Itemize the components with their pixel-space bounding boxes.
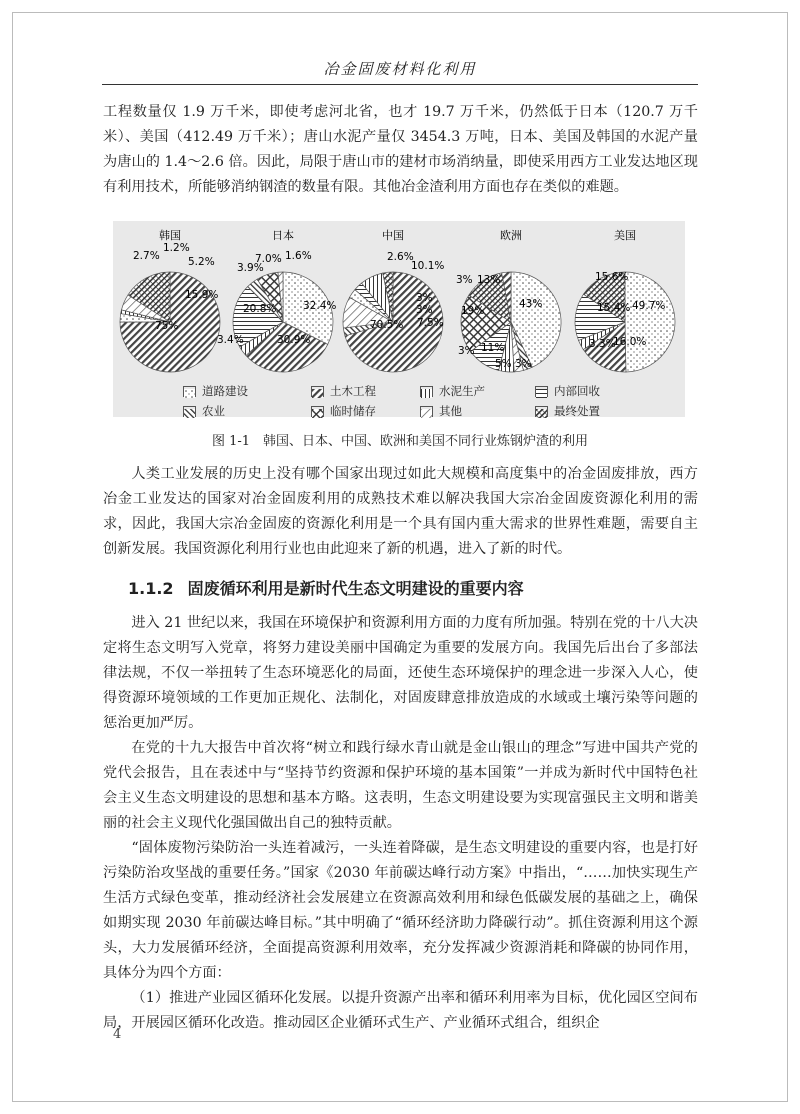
- legend-label: 其他: [439, 404, 462, 418]
- pie-data-label: 70.5%: [370, 319, 404, 331]
- pie-data-label: 3%: [515, 358, 532, 370]
- legend-label: 最终处置: [554, 404, 600, 418]
- header-rule: [102, 84, 698, 85]
- legend-item: [311, 383, 376, 399]
- legend-item: [420, 383, 485, 399]
- pie-data-label: 3.4%: [217, 334, 244, 346]
- pie-data-label: 20.8%: [243, 303, 277, 315]
- legend-swatch-dots: [183, 386, 196, 397]
- pie-data-label: 7.5%: [417, 317, 444, 329]
- legend-label: 农业: [202, 404, 225, 418]
- pie-data-label: 3%: [456, 274, 473, 286]
- paragraph-text: 在党的十九大报告中首次将“树立和践行绿水青山就是金山银山的理念”写进中国共产党的党代会报告，且在表述中与“坚持节约资源和保护环境的基本国策”一并成为新时代中国特色社会主义生态文明建设的思想和基本方略。这表明，生态文明建设要为实现富强民主文明和谐美丽的社会主义现代化强国做出自己的独特贡献。: [103, 740, 698, 831]
- pie-data-label: 3.3%: [589, 338, 616, 350]
- pie-data-label: 49.7%: [632, 300, 666, 312]
- pie-data-label: 15.4%: [597, 302, 631, 314]
- pie-data-label: 15.9%: [185, 289, 219, 301]
- legend-swatch-diag: [311, 386, 324, 397]
- legend-label: 道路建设: [202, 384, 248, 398]
- pie-data-label: 1.2%: [163, 242, 190, 254]
- pie-data-label: 15.6%: [595, 271, 629, 283]
- pie-slice: [625, 272, 675, 372]
- paragraph-after-figure: [103, 462, 698, 562]
- legend-item: [535, 403, 600, 419]
- legend-swatch-cross: [311, 406, 324, 417]
- section-heading: [128, 576, 524, 599]
- pie-title: 韩国: [159, 229, 181, 242]
- legend-item: [183, 383, 248, 399]
- pie-data-label: 16.0%: [613, 336, 647, 348]
- pie-data-label: 30.9%: [277, 334, 311, 346]
- paragraph-text: 进入 21 世纪以来，我国在环境保护和资源利用方面的力度有所加强。特别在党的十八大决定将生态文明写入党章，将努力建设美丽中国确定为重要的发展方向。我国先后出台了多部法律法规，不仅一举扭转了生态环境恶化的局面，还使生态环境保护的理念进一步深入人心，使得资源环境领域的工作更加正规化、法制化，对固废肆意排放造成的水域或土壤污染等问题的惩治更加严厉。: [103, 615, 698, 731]
- pie-data-label: 3%: [416, 292, 433, 304]
- pie-data-label: 2.7%: [133, 250, 160, 262]
- paragraph-text: 人类工业发展的历史上没有哪个国家出现过如此大规模和高度集中的冶金固废排放，西方冶金工业发达的国家对冶金固废利用的成熟技术难以解决我国大宗冶金固废资源化利用的需求，因此，我国大宗冶金固废的资源化利用是一个具有国内重大需求的世界性难题，需要自主创新发展。我国资源化利用行业也由此迎来了新的机遇，进入了新的时代。: [103, 466, 698, 557]
- page-number: 4: [113, 1027, 122, 1042]
- pie-data-label: 5%: [495, 358, 512, 370]
- section-title: 固废循环利用是新时代生态文明建设的重要内容: [187, 579, 524, 598]
- pie-title: 美国: [614, 229, 636, 242]
- pie-data-label: 3%: [416, 304, 433, 316]
- legend-swatch-rdiag: [183, 406, 196, 417]
- legend-item: [420, 403, 462, 419]
- pie-title: 中国: [382, 229, 404, 242]
- legend-swatch-horiz: [535, 386, 548, 397]
- legend-swatch-vert: [420, 386, 433, 397]
- legend-swatch-dense: [535, 406, 548, 417]
- pie-data-label: 3.9%: [237, 262, 264, 274]
- paragraph-text: （1）推进产业园区循环化发展。以提升资源产出率和循环利用率为目标，优化园区空间布局，开展园区循环化改造。推动园区企业循环式生产、产业循环式组合，组织企: [103, 990, 698, 1031]
- legend-swatch-light: [420, 406, 433, 417]
- pie-data-label: 2.6%: [387, 251, 414, 263]
- pie-data-label: 32.4%: [303, 300, 337, 312]
- pie-data-label: 10.1%: [411, 260, 445, 272]
- pie-title: 欧洲: [500, 229, 522, 242]
- pie-data-label: 3%: [458, 345, 475, 357]
- paragraph-text: 工程数量仅 1.9 万千米，即使考虑河北省，也才 19.7 万千米，仍然低于日本（120.7 万千米）、美国（412.49 万千米）；唐山水泥产量仅 3454.3 万吨，日本、美国及韩国的水泥产量为唐山的 1.4～2.6 倍。因此，局限于唐山市的建材市场消纳量，即使采用西方工业发达地区现有利用技术，所能够消纳钢渣的数量有限。其他冶金渣利用方面也存在类似的难题。: [103, 104, 698, 195]
- top-paragraph: [103, 100, 698, 200]
- legend-item: [535, 383, 600, 399]
- legend-label: 临时储存: [330, 404, 376, 418]
- section-number: 1.1.2: [128, 579, 174, 598]
- pie-data-label: 43%: [519, 298, 543, 310]
- figure-caption: 图 1-1 韩国、日本、中国、欧洲和美国不同行业炼钢炉渣的利用: [211, 434, 589, 449]
- running-header: 冶金固废材料化利用: [323, 60, 477, 78]
- paragraph-text: “固体废物污染防治一头连着减污，一头连着降碳，是生态文明建设的重要内容，也是打好污染防治攻坚战的重要任务。”国家《2030 年前碳达峰行动方案》中指出，“……加快实现生产生活方式绿色变革，推动经济社会发展建立在资源高效利用和绿色低碳发展的基础之上，确保如期实现 2030 年前碳达峰目标。”其中明确了“循环经济助力降碳行动”。抓住资源利用这个源头，大力发展循环经济，全面提高资源利用效率，充分发挥减少资源消耗和降碳的协同作用，具体分为四个方面：: [103, 840, 698, 981]
- pie-data-label: 5.2%: [188, 256, 215, 268]
- pie-data-label: 1.6%: [285, 250, 312, 262]
- pie-data-label: 75%: [155, 320, 179, 332]
- legend-label: 土木工程: [330, 384, 376, 398]
- legend-label: 内部回收: [554, 384, 600, 398]
- pie-data-label: 7.0%: [255, 253, 282, 265]
- pie-data-label: 19%: [461, 305, 485, 317]
- legend-item: [311, 403, 376, 419]
- body-paragraphs: [103, 611, 698, 1036]
- pie-title: 日本: [272, 229, 294, 242]
- legend-label: 水泥生产: [439, 384, 485, 398]
- pie-data-label: 11%: [481, 342, 505, 354]
- pie-data-label: 13%: [477, 274, 501, 286]
- legend-item: [183, 403, 225, 419]
